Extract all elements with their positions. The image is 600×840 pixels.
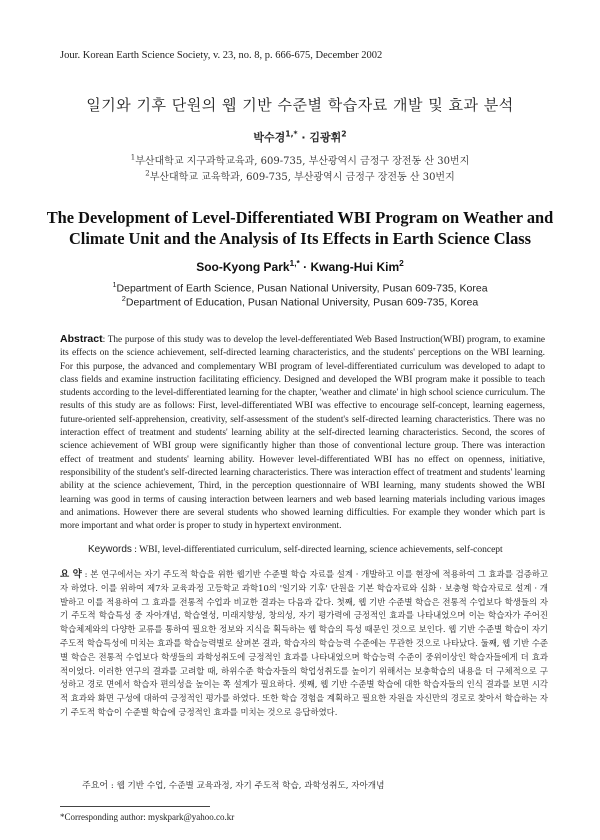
journal-citation: Jour. Korean Earth Science Society, v. 23, no. 8, p. 666-675, December 2002 <box>60 50 383 61</box>
english-author-separator: · <box>299 260 311 274</box>
corresponding-author-footnote: *Corresponding author: myskpark@yahoo.co.kr <box>60 812 235 822</box>
english-affiliation-2-text: Department of Education, Pusan National University, Pusan 609-735, Korea <box>125 296 479 309</box>
korean-affiliation-2-mark: 2 <box>145 169 150 178</box>
korean-author-1: 박수경 <box>253 131 286 144</box>
english-authors <box>0 258 600 274</box>
english-author-1: Soo-Kyong Park <box>196 260 290 274</box>
korean-affiliation-1 <box>0 152 600 167</box>
korean-author-1-mark: 1,* <box>285 129 298 139</box>
keywords-label: Keywords <box>88 544 132 555</box>
abstract-colon: : <box>102 335 108 345</box>
korean-abstract-label: 요 약 <box>60 569 82 580</box>
korean-abstract-colon: : <box>81 569 91 579</box>
abstract-label: Abstract <box>60 333 103 345</box>
english-title: The Development of Level-Differentiated WBI Program on Weather and Climate Unit and the Analysis of Its Effects in Earth Science Class <box>46 208 554 248</box>
korean-keywords <box>82 778 552 791</box>
korean-title: 일기와 기후 단원의 웹 기반 수준별 학습자료 개발 및 효과 분석 <box>86 96 514 114</box>
keywords-colon: : <box>131 545 140 555</box>
korean-affiliation-2-text: 부산대학교 교육학과, 609-735, 부산광역시 금정구 장전동 산 30번지 <box>149 172 455 183</box>
korean-author-2-mark: 2 <box>341 129 347 139</box>
abstract-text: The purpose of this study was to develop the level-defferentiated Web Based Instruction(WBI) program, to examine its effects on the science achievement, self-directed learning characteristics, and the students' perceptions on the WBI learning. For this purpose, the advanced and complementary WBI program of level-differentiated curriculum was developed to adapt to class fields and examine instruction facilitating efficiency. Designed and developed the WBI program make it possible to teach students according to the level-differentiated learning for the chapter, 'weather and climate' in high school science curriculum. The results of this study are as follows: First, level-differentiated WBI was effective to encourage self-concept, learning eagerness, future-oriented self-apprehension, creativity, self-assessment of the student's self-directed learning characteristics. There was no interaction effect of treatment and students' learning ability at the self-directed learning characteristics. Second, the scores of science achievement of WBI group were significantly higher than those of conventional lecture group. There was interaction effect of treatment and students' learning ability. However level-differentiated WBI has no effect on openness, initiative, responsibility of the student's self-directed learning characteristics. There was interaction effect of treatment and students' learning ability at the science achievement, Third, in the perception questionnaire of WBI learning, many students showed the WBI learning was good in terms of causing interaction between learners and web based learning materials including various images and animations. However there are several students who showed learning difficulties. For example they wonder which part is more important and what order is proper to study in hypertext environment. <box>60 335 545 532</box>
korean-abstract-text: 본 연구에서는 자기 주도적 학습을 위한 웹기반 수준별 학습 자료를 설계 · 개발하고 이를 현장에 적용하여 그 효과를 검증하고자 하였다. 이를 위하여 제7차 교육과정 고등학교 과학10의 '일기와 기후' 단원을 기본 학습자료와 심화 · 보충형 학습자료로 설계 · 개발하고 이를 적용하여 그 효과를 전통적 수업과 비교한 결과는 다음과 같다. 첫째, 웹 기반 수준별 학습은 전통적 수업보다 학생들의 자기 주도적 학습특성 중 자아개념, 학습열성, 미래지향성, 창의성, 자기 평가력에 긍정적인 효과를 나타내었으며 이는 학습자가 주어진 학습체제와의 다양한 교류를 통하여 필요한 정보와 지식을 획득하는 웹 학습의 특성 때문인 것으로 보인다. 웹 기반 수준별 학습이 자기 주도적 학습특성에 미치는 효과를 학습능력별로 살펴본 결과, 학습자의 학습능력 수준에는 무관한 것으로 나타났다. 둘째, 웹 기반 수준별 학습은 전통적 수업보다 학생들의 과학성취도에 긍정적인 효과를 나타내었으며 학습능력 수준이 중위이상인 학습자들에게 더 효과적이었다. 이러한 연구의 결과를 고려할 때, 하위수준 학습자들의 학업성취도를 높이기 위해서는 보충학습의 내용을 더 구체적으로 구성하고 경로 면에서 학습자 편의성을 높이는 쪽 설계가 필요하다. 셋째, 웹 기반 수준별 학습에 대한 학습자들의 인식 결과를 보면 시각적 효과와 화면 구성에 대하여 긍정적인 평가를 하였다. 또한 학습 경험을 계획하고 필요한 자원을 자신만의 경로로 찾아서 학습하는 자기 주도적 학습이 수준별 학습에 긍정적인 효과를 미치는 것으로 응답하였다. <box>60 569 548 717</box>
korean-author-2: 김광휘 <box>309 131 342 144</box>
korean-affiliation-2 <box>0 168 600 183</box>
korean-abstract <box>60 568 548 720</box>
keywords-text: WBI, level-differentiated curriculum, self-directed learning, science achievements, self-concept <box>139 545 503 555</box>
english-affiliation-1 <box>0 280 600 295</box>
keywords <box>88 544 548 555</box>
english-affiliation-1-text: Department of Earth Science, Pusan National University, Pusan 609-735, Korea <box>116 282 488 295</box>
korean-affiliation-1-mark: 1 <box>130 153 136 162</box>
english-affiliation-1-mark: 1 <box>112 280 117 289</box>
abstract <box>60 333 545 533</box>
english-affiliation-2-mark: 2 <box>121 294 126 303</box>
korean-affiliation-1-text: 부산대학교 지구과학교육과, 609-735, 부산광역시 금정구 장전동 산 30번지 <box>135 156 470 167</box>
korean-keywords-text: 웹 기반 수업, 수준별 교육과정, 자기 주도적 학습, 과학성취도, 자아개념 <box>116 781 385 791</box>
korean-keywords-label: 주요어 <box>82 781 109 791</box>
english-author-1-mark: 1,* <box>289 258 300 268</box>
korean-authors <box>0 129 600 145</box>
english-affiliation-2 <box>0 294 600 309</box>
english-author-2: Kwang-Hui Kim <box>310 260 400 274</box>
english-author-2-mark: 2 <box>399 258 404 268</box>
korean-keywords-colon: : <box>108 781 117 791</box>
footnote-divider <box>60 806 210 807</box>
author-separator: · <box>297 131 310 144</box>
